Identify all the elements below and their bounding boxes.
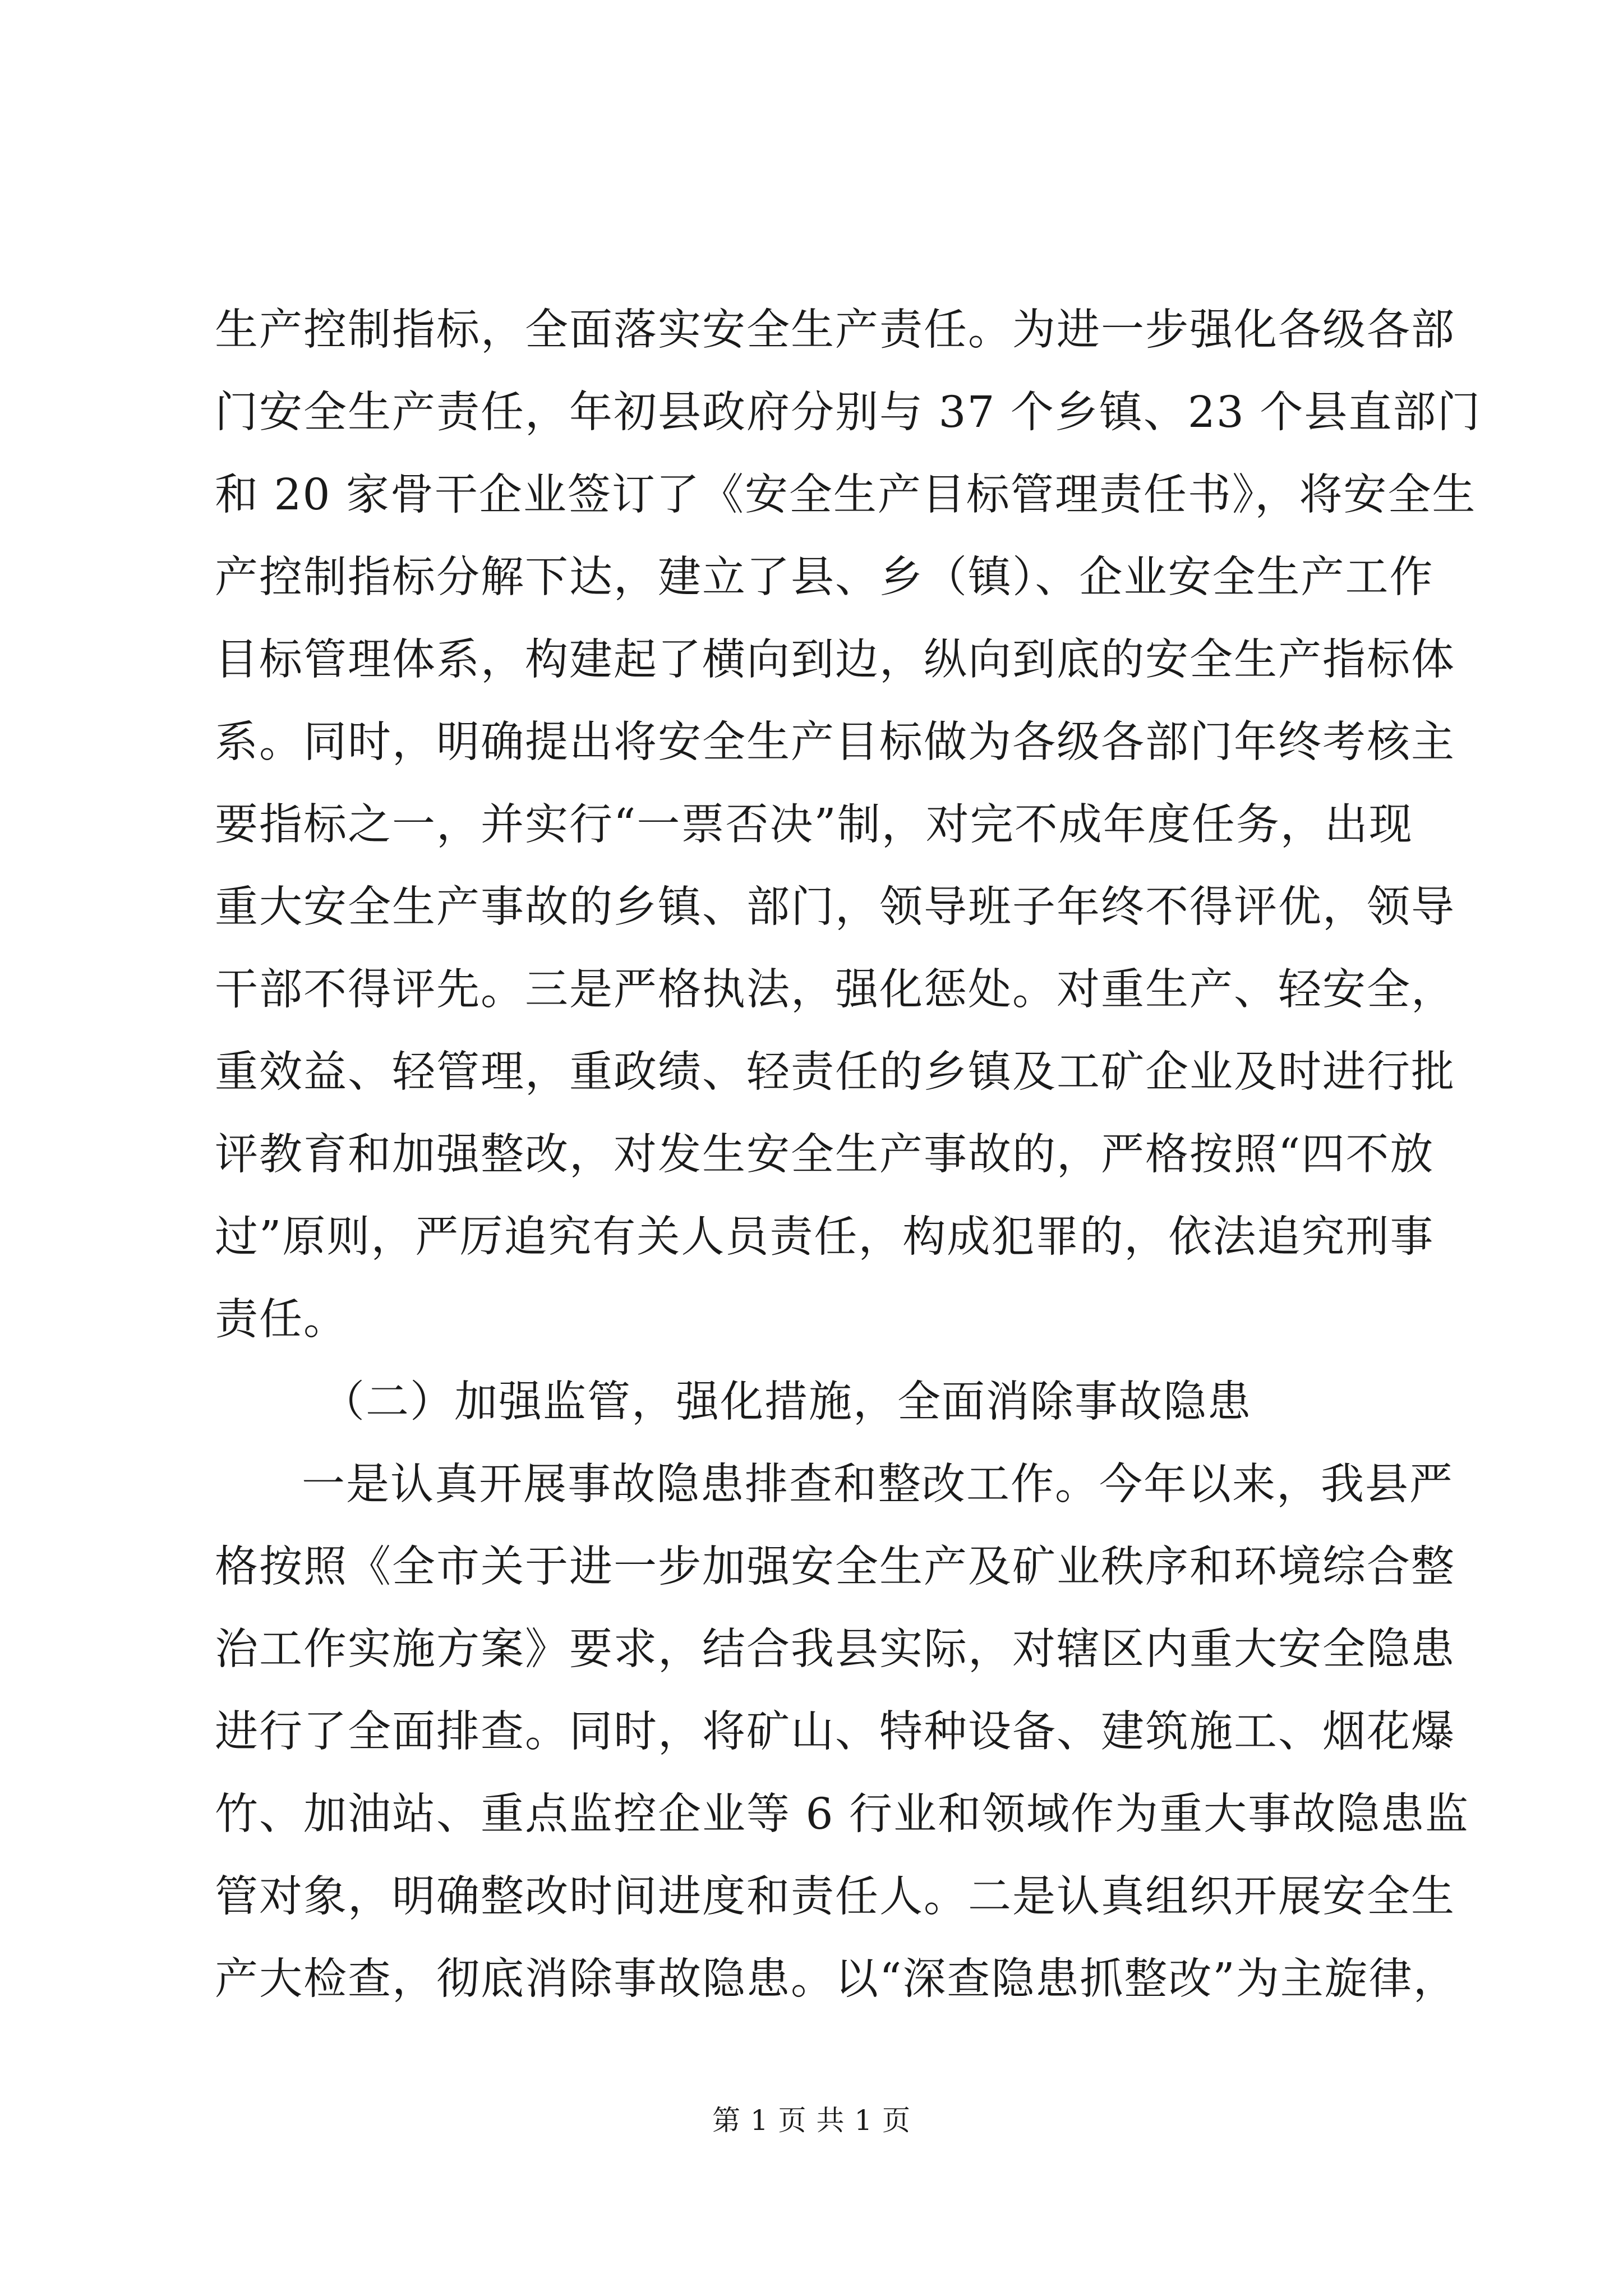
section-heading: （二）加强监管，强化措施，全面消除事故隐患	[321, 1377, 1252, 1427]
text-line: 门安全生产责任，年初县政府分别与 37 个乡镇、23 个县直部门	[215, 388, 1482, 438]
text-line: 竹、加油站、重点监控企业等 6 行业和领域作为重大事故隐患监	[215, 1789, 1469, 1839]
text-line: 生产控制指标，全面落实安全生产责任。为进一步强化各级各部	[215, 305, 1455, 355]
text-line: 干部不得评先。三是严格执法，强化惩处。对重生产、轻安全，	[215, 965, 1455, 1015]
document-body	[215, 289, 1482, 2021]
text-line: 治工作实施方案》要求，结合我县实际，对辖区内重大安全隐患	[215, 1625, 1455, 1674]
text-line: 责任。	[215, 1295, 348, 1345]
text-line: 进行了全面排查。同时，将矿山、特种设备、建筑施工、烟花爆	[215, 1707, 1455, 1757]
text-line: 要指标之一，并实行“一票否决”制，对完不成年度任务，出现	[215, 800, 1413, 850]
text-line: 目标管理体系，构建起了横向到边，纵向到底的安全生产指标体	[215, 635, 1455, 685]
text-line: 管对象，明确整改时间进度和责任人。二是认真组织开展安全生	[215, 1872, 1455, 1922]
page-footer: 第 1 页 共 1 页	[712, 2104, 911, 2137]
text-line: 评教育和加强整改，对发生安全生产事故的，严格按照“四不放	[215, 1130, 1435, 1180]
text-line: 重效益、轻管理，重政绩、轻责任的乡镇及工矿企业及时进行批	[215, 1047, 1455, 1097]
text-line: 和 20 家骨干企业签订了《安全生产目标管理责任书》，将安全生	[215, 470, 1477, 520]
text-line: 过”原则，严厉追究有关人员责任，构成犯罪的，依法追究刑事	[215, 1212, 1435, 1262]
text-line: 一是认真开展事故隐患排查和整改工作。今年以来，我县严	[302, 1460, 1454, 1510]
text-line: 格按照《全市关于进一步加强安全生产及矿业秩序和环境综合整	[215, 1542, 1455, 1592]
text-line: 产大检查，彻底消除事故隐患。以“深查隐患抓整改”为主旋律，	[215, 1954, 1458, 2004]
text-line: 重大安全生产事故的乡镇、部门，领导班子年终不得评优，领导	[215, 882, 1455, 932]
text-line: 产控制指标分解下达，建立了县、乡（镇）、企业安全生产工作	[215, 553, 1434, 602]
text-line: 系。同时，明确提出将安全生产目标做为各级各部门年终考核主	[215, 717, 1455, 767]
